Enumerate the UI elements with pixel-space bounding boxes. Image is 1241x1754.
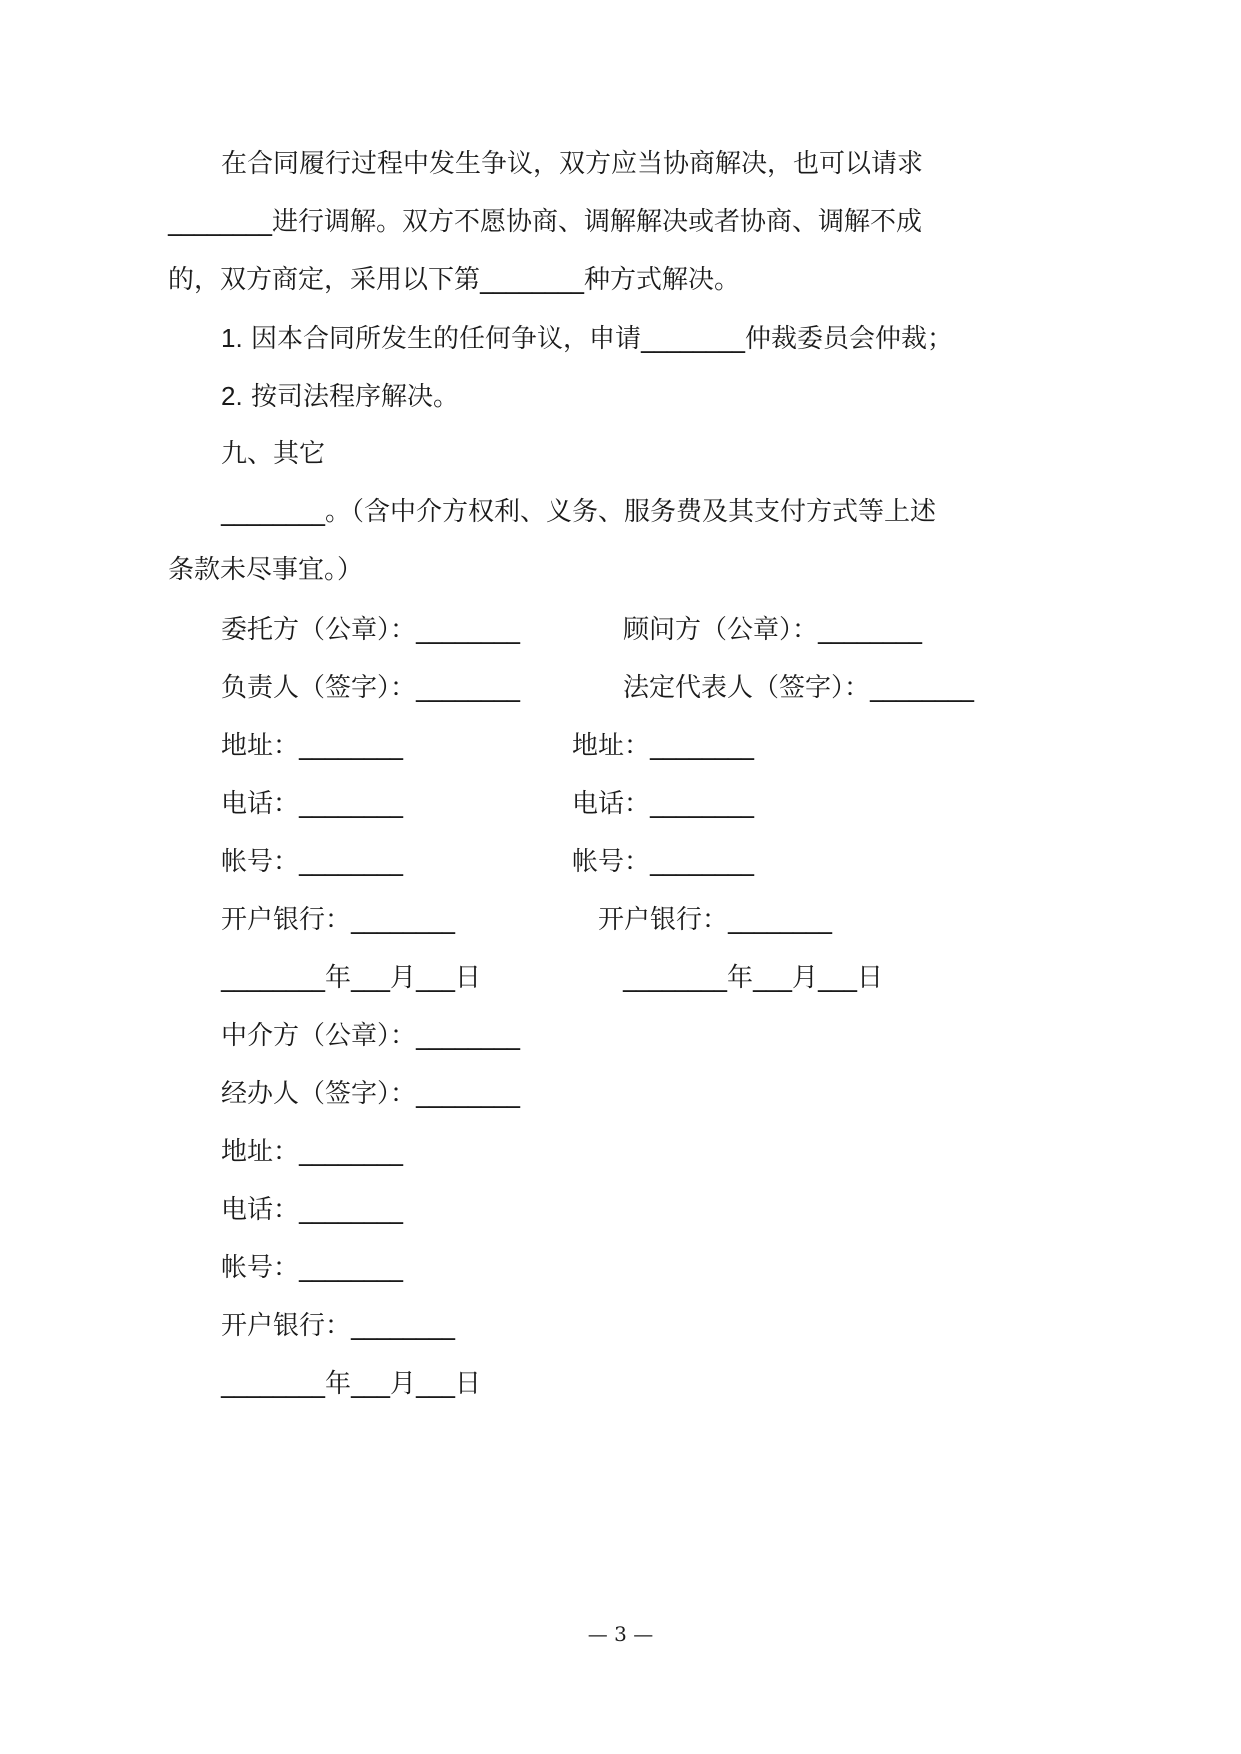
- consultant-bank-field: 开户银行：________: [598, 905, 833, 935]
- agent-account-field: 帐号：________: [221, 1253, 404, 1283]
- agent-date-field: ________年___月___日: [221, 1369, 482, 1399]
- consultant-account-field: 帐号：________: [572, 847, 755, 877]
- consultant-legal-rep-field: 法定代表人（签字）：________: [623, 673, 975, 703]
- option-2-number: 2.: [221, 381, 243, 411]
- option-1-text: 因本合同所发生的任何争议，申请________仲裁委员会仲裁；: [250, 324, 953, 354]
- dispute-paragraph-line-1: 在合同履行过程中发生争议，双方应当协商解决，也可以请求: [221, 149, 924, 179]
- dispute-paragraph-line-3: 的，双方商定，采用以下第________种方式解决。: [168, 265, 741, 295]
- other-paragraph-line-2: 条款未尽事宜。）: [168, 555, 364, 585]
- page-number: — 3 —: [587, 1622, 654, 1646]
- dispute-option-1: [221, 320, 953, 357]
- agent-address-field: 地址：________: [221, 1137, 404, 1167]
- client-bank-field: 开户银行：________: [221, 905, 456, 935]
- consultant-date-field: ________年___月___日: [623, 963, 884, 993]
- client-account-field: 帐号：________: [221, 847, 404, 877]
- option-1-number: 1.: [221, 323, 243, 353]
- dispute-paragraph-line-2: ________进行调解。双方不愿协商、调解解决或者协商、调解不成: [168, 207, 923, 237]
- agent-phone-field: 电话：________: [221, 1195, 404, 1225]
- agent-bank-field: 开户银行：________: [221, 1311, 456, 1341]
- client-seal-field: 委托方（公章）：________: [221, 615, 521, 645]
- dispute-option-2: [221, 378, 459, 415]
- consultant-phone-field: 电话：________: [572, 789, 755, 819]
- other-paragraph-line-1: ________。（含中介方权利、义务、服务费及其支付方式等上述: [221, 497, 937, 527]
- client-address-field: 地址：________: [221, 731, 404, 761]
- agent-seal-field: 中介方（公章）：________: [221, 1021, 521, 1051]
- client-date-field: ________年___月___日: [221, 963, 482, 993]
- agent-handler-field: 经办人（签字）：________: [221, 1079, 521, 1109]
- client-phone-field: 电话：________: [221, 789, 404, 819]
- consultant-seal-field: 顾问方（公章）：________: [623, 615, 923, 645]
- client-principal-field: 负责人（签字）：________: [221, 673, 521, 703]
- option-2-text: 按司法程序解决。: [250, 382, 459, 412]
- consultant-address-field: 地址：________: [572, 731, 755, 761]
- section-heading-other: 九、其它: [221, 439, 326, 469]
